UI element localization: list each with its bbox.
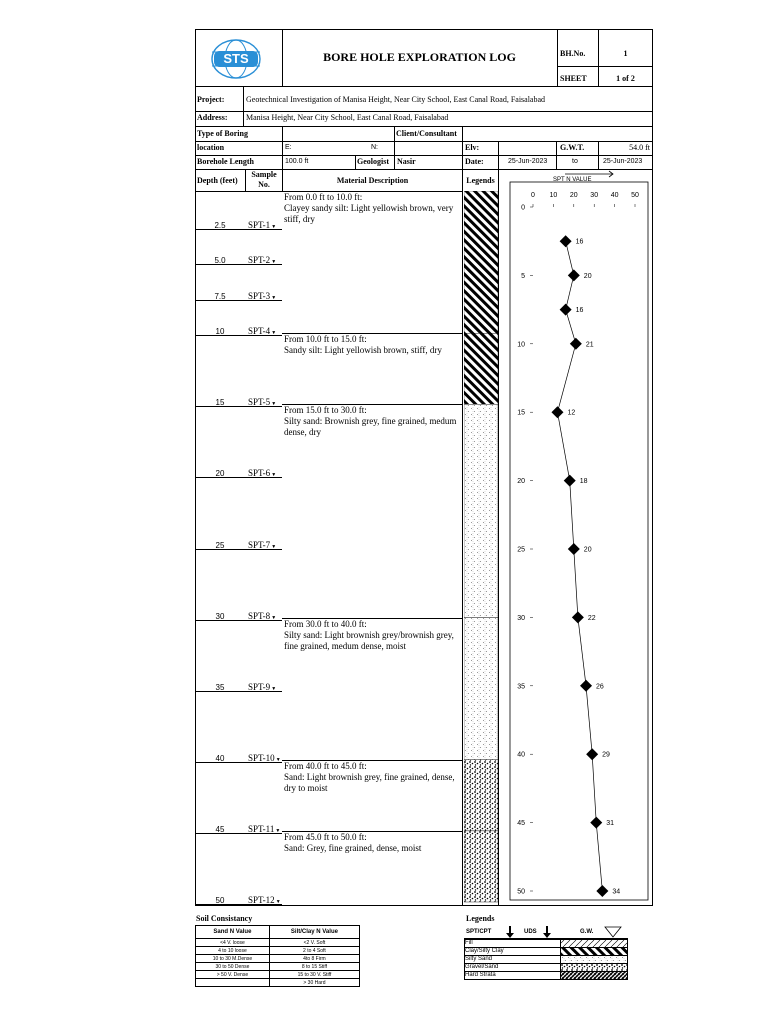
- sample-line: [195, 833, 282, 834]
- sc-cell-silt: 8 to 15 Stiff: [269, 963, 359, 971]
- layer-description: [284, 405, 464, 438]
- sc-row: [196, 979, 360, 987]
- spt-point-label: 20: [583, 546, 592, 554]
- y-tick-label: 30: [517, 614, 525, 622]
- y-tick-label: 35: [517, 683, 525, 691]
- sc-row: [196, 955, 360, 963]
- spt-point-label: 22: [587, 614, 596, 622]
- spt-arrow-icon: ▼: [271, 331, 277, 337]
- sc-cell-silt: <2 V. Soft: [269, 939, 359, 947]
- legend-box-title: Legends: [466, 914, 495, 923]
- sc-cell-sand: 30 to 50 Dense: [196, 963, 270, 971]
- layer-range: From 40.0 ft to 45.0 ft:: [284, 760, 367, 771]
- y-tick-label: 20: [517, 478, 525, 486]
- sample-id-text: SPT-11: [248, 823, 275, 834]
- y-tick-label: 25: [517, 546, 525, 554]
- sample-id-text: SPT-10: [248, 752, 275, 763]
- spt-arrow-icon: ▼: [271, 686, 277, 692]
- x-tick-label: 10: [549, 192, 558, 199]
- spt-arrow-icon: ▼: [271, 544, 277, 550]
- sample-depth: 7.5: [214, 291, 226, 301]
- spt-series-line: [557, 238, 602, 891]
- layer-text: Sand: Light brownish grey, fine grained, dense, dry to moist: [284, 771, 455, 793]
- northing-label: N:: [371, 144, 378, 151]
- borehole-length-label: Borehole Length: [197, 157, 254, 166]
- layer-text: Silty sand: Light brownish grey/brownish grey, fine grained, medum dense, moist: [284, 629, 454, 651]
- x-tick-label: 30: [590, 192, 599, 199]
- spt-arrow-icon: ▼: [271, 224, 277, 230]
- sample-depth: 30: [215, 611, 225, 621]
- sample-line: [195, 620, 282, 621]
- spt-point: [586, 748, 598, 760]
- sc-row: [196, 939, 360, 947]
- spt-arrow-icon: ▼: [271, 260, 277, 266]
- sc-cell-sand: <4 V. loose: [196, 939, 270, 947]
- sample-depth: 50: [215, 896, 225, 905]
- sc-cell-silt: 4to 8 Firm: [269, 955, 359, 963]
- gwt-label: G.W.T.: [560, 143, 585, 152]
- spt-point: [564, 475, 576, 487]
- legend-uds-label: UDS: [524, 929, 537, 935]
- sc-cell-sand: [196, 979, 270, 987]
- y-tick-label: 0: [521, 204, 525, 212]
- spt-arrow-icon: ▼: [275, 757, 281, 763]
- elevation-label: Elv:: [465, 143, 480, 152]
- spt-point: [570, 338, 582, 350]
- sc-cell-sand: > 50 V. Dense: [196, 971, 270, 979]
- project-label: Project:: [197, 95, 225, 104]
- sample-id-text: SPT-6: [248, 468, 271, 479]
- sample-line: [195, 335, 282, 336]
- sample-depth: 20: [215, 469, 225, 479]
- sc-head-sand: Sand N Value: [196, 926, 270, 939]
- y-tick-label: 50: [517, 888, 525, 896]
- layer-range: From 10.0 ft to 15.0 ft:: [284, 334, 367, 345]
- sc-cell-sand: 10 to 30 M.Dense: [196, 955, 270, 963]
- spt-point-label: 29: [602, 751, 610, 759]
- date-from: 25-Jun-2023: [508, 158, 548, 165]
- layer-text: Sandy silt: Light yellowish brown, stiff, dry: [284, 345, 442, 356]
- sample-id-text: SPT-8: [248, 610, 271, 621]
- bh-no-value: 1: [623, 49, 628, 58]
- layer-description: [284, 832, 464, 854]
- legend-strip-silty-sand: [464, 618, 498, 760]
- layer-range: From 45.0 ft to 50.0 ft:: [284, 831, 367, 842]
- sheet-label: SHEET: [560, 74, 587, 83]
- legend-strip: [464, 191, 498, 906]
- sample-id-text: SPT-3: [248, 290, 271, 301]
- sample-line: [195, 904, 282, 905]
- spt-arrow-icon: ▼: [271, 402, 277, 408]
- spt-point-label: 16: [575, 238, 584, 246]
- layer-description: [284, 192, 464, 225]
- sample-line: [195, 762, 282, 763]
- sc-cell-silt: 15 to 30 V. Stiff: [269, 971, 359, 979]
- company-logo: [210, 38, 262, 80]
- sample-id-text: SPT-7: [248, 539, 271, 550]
- easting-label: E:: [285, 144, 292, 151]
- sample-depth: 15: [215, 398, 225, 408]
- spt-point: [580, 680, 592, 692]
- bh-no-label: BH.No.: [560, 49, 586, 58]
- spt-point: [560, 235, 572, 247]
- spt-point-label: 18: [579, 478, 588, 486]
- spt-arrow-icon: ▼: [275, 900, 281, 905]
- spt-point: [590, 817, 602, 829]
- layer-description: [284, 761, 464, 794]
- sc-head-silt: Silt/Clay N Value: [269, 926, 359, 939]
- sample-line: [195, 549, 282, 550]
- y-tick-label: 10: [517, 341, 525, 349]
- legend-item-label: Fill: [465, 940, 473, 946]
- geologist-label: Geologist: [357, 157, 389, 166]
- spt-point-label: 21: [585, 341, 594, 349]
- sample-line: [195, 300, 282, 301]
- spt-chart: [500, 180, 652, 902]
- gwt-value: 54.0 ft: [629, 143, 650, 152]
- sample-line: [195, 406, 282, 407]
- legend-item-label: Clay/Silty Clay: [465, 948, 504, 954]
- spt-point: [568, 543, 580, 555]
- sample-depth: 2.5: [214, 220, 226, 230]
- sample-depth: 45: [215, 824, 225, 834]
- layer-text: Clayey sandy silt: Light yellowish brown, very stiff, dry: [284, 203, 454, 224]
- sample-id-text: SPT-9: [248, 681, 271, 692]
- spt-point: [568, 269, 580, 281]
- sc-row: [196, 947, 360, 955]
- date-label: Date:: [465, 157, 484, 166]
- sample-line: [195, 477, 282, 478]
- project-value: Geotechnical Investigation of Manisa Height, Near City School, East Canal Road, Faisalabad: [246, 95, 546, 104]
- legend-strip-clay: [464, 191, 498, 333]
- legend-items-border: [464, 938, 628, 980]
- layer-text: Sand: Grey, fine grained, dense, moist: [284, 842, 422, 853]
- sample-id-text: SPT-12: [248, 895, 275, 905]
- sc-cell-silt: > 30 Hard: [269, 979, 359, 987]
- y-tick-label: 15: [517, 409, 525, 417]
- sc-row: [196, 963, 360, 971]
- page-title: BORE HOLE EXPLORATION LOG: [323, 50, 516, 64]
- legend-item-label: Silty Sand: [465, 956, 493, 962]
- legend-strip-clay: [464, 333, 498, 404]
- spt-point-label: 20: [583, 272, 592, 280]
- material-header: Material Description: [336, 176, 409, 185]
- client-label: Client/Consultant: [396, 129, 457, 138]
- legend-gw-label: G.W.: [580, 929, 594, 935]
- x-tick-label: 20: [569, 192, 578, 199]
- sample-depth: 35: [215, 682, 225, 692]
- sample-depth: 25: [215, 540, 225, 550]
- sample-id-text: SPT-5: [248, 397, 271, 408]
- sample-header: Sample No.: [251, 170, 277, 189]
- sc-cell-sand: 4 to 10 loose: [196, 947, 270, 955]
- address-value: Manisa Height, Near City School, East Canal Road, Faisalabad: [246, 113, 449, 122]
- sc-cell-silt: 2 to 4 Soft: [269, 947, 359, 955]
- layer-description: [284, 334, 464, 356]
- x-tick-label: 40: [610, 192, 619, 199]
- spt-point-label: 34: [612, 888, 621, 896]
- depth-header: Depth (feet): [197, 176, 238, 185]
- sample-id-text: SPT-1: [248, 219, 271, 230]
- sample-depth: 5.0: [214, 256, 226, 266]
- sample-depth: 10: [215, 327, 225, 337]
- y-tick-label: 40: [517, 751, 525, 759]
- sample-line: [195, 264, 282, 265]
- soil-consistancy-title: Soil Consistancy: [196, 914, 253, 923]
- chart-frame: [510, 182, 648, 900]
- type-of-boring-label: Type of Boring: [197, 129, 248, 138]
- logo-text: STS: [223, 51, 249, 66]
- location-label: location: [197, 143, 225, 152]
- y-tick-label: 5: [521, 272, 525, 280]
- spt-arrow-icon: ▼: [271, 615, 277, 621]
- legend-spt-label: SPT/CPT: [466, 929, 492, 935]
- spt-point-label: 16: [575, 307, 584, 315]
- spt-point: [551, 406, 563, 418]
- spt-arrow-icon: ▼: [271, 473, 277, 479]
- spt-point: [560, 304, 572, 316]
- date-to-word: to: [572, 158, 578, 165]
- sample-id-text: SPT-2: [248, 255, 271, 266]
- sc-row: [196, 971, 360, 979]
- geologist-value: Nasir: [397, 157, 416, 166]
- spt-point: [596, 885, 608, 897]
- spt-header: SPT N VALUE: [553, 177, 592, 183]
- spt-arrow-icon: ▼: [271, 295, 277, 301]
- layer-text: Silty sand: Brownish grey, fine grained, medum dense, dry: [284, 416, 457, 438]
- sheet-value: 1 of 2: [616, 74, 635, 83]
- y-tick-label: 45: [517, 820, 525, 828]
- x-tick-label: 50: [631, 192, 639, 199]
- address-label: Address:: [197, 113, 228, 122]
- legends-header: Legends: [466, 176, 495, 185]
- legend-item-label: Hard Strata: [465, 972, 496, 978]
- legend-strip-sand: [464, 831, 498, 902]
- sample-id-text: SPT-4: [248, 326, 271, 337]
- legend-strip-silty-sand: [464, 404, 498, 617]
- x-tick-label: 0: [531, 192, 535, 199]
- date-to: 25-Jun-2023: [603, 158, 643, 165]
- spt-point-label: 12: [567, 409, 576, 417]
- layer-range: From 0.0 ft to 10.0 ft:: [284, 192, 363, 202]
- spt-arrow-icon: ▼: [275, 828, 281, 834]
- spt-point-label: 31: [606, 820, 615, 828]
- sample-line: [195, 229, 282, 230]
- spt-point-label: 26: [596, 683, 604, 691]
- layer-description: [284, 619, 464, 652]
- sample-line: [195, 691, 282, 692]
- borehole-length-value: 100.0 ft: [285, 158, 309, 165]
- layer-range: From 30.0 ft to 40.0 ft:: [284, 618, 367, 629]
- layer-range: From 15.0 ft to 30.0 ft:: [284, 405, 367, 416]
- spt-point: [572, 611, 584, 623]
- legend-strip-sand: [464, 760, 498, 831]
- soil-consistancy-table: [195, 925, 360, 987]
- sample-depth: 40: [215, 753, 225, 763]
- legend-item-label: Gravel/Sand: [465, 964, 499, 970]
